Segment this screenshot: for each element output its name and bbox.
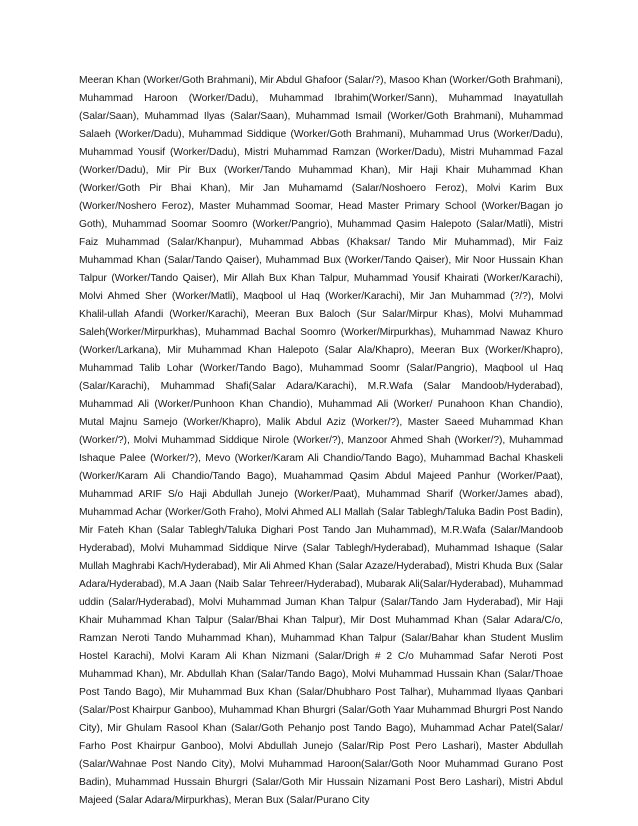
body-paragraph: Meeran Khan (Worker/Goth Brahmani), Mir Abdul Ghafoor (Salar/?), Masoo Khan (Worker/Goth Brahmani), Muhammad Haroon (Worker/Dadu), Muhammad Ibrahim(Worker/Sann), Muhammad Inayatullah (Salar/Saan), Muhammad Ilyas (Salar/Saan), Muhammad Ismail (Worker/Goth Brahmani), Muhammad Salaeh (Worker/Dadu), Muhammad Siddique (Worker/Goth Brahmani), Muhammad Urus (Worker/Dadu), Muhammad Yousif (Worker/Dadu), Mistri Muhammad Ramzan (Worker/Dadu), Mistri Muhammad Fazal (Worker/Dadu), Mir Pir Bux (Worker/Tando Muhammad Khan), Mir Haji Khair Muhammad Khan (Worker/Goth Pir Bhai Khan), Mir Jan Muhamamd (Salar/Noshoero Feroz), Molvi Karim Bux (Worker/Noshero Feroz), Master Muhammad Soomar, Head Master Primary School (Worker/Bagan jo Goth), Muhammad Soomar Soomro (Worker/Pangrio), Muhammad Qasim Halepoto (Salar/Matli), Mistri Faiz Muhammad (Salar/Khanpur), Muhammad Abbas (Khaksar/ Tando Mir Muhammad), Mir Faiz Muhammad Khan (Salar/Tando Qaiser), Muhammad Bux (Worker/Tando Qaiser), Mir Noor Hussain Khan Talpur (Worker/Tando Qaiser), Mir Allah Bux Khan Talpur, Muhammad Yousif Khairati (Worker/Karachi), Molvi Ahmed Sher (Worker/Matli), Maqbool ul Haq (Worker/Karachi), Mir Jan Muhammad (?/?), Molvi Khalil-ullah Afandi (Worker/Karachi), Meeran Bux Baloch (Sur Salar/Mirpur Khas), Molvi Muhammad Saleh(Worker/Mirpurkhas), Muhammad Bachal Soomro (Worker/Mirpurkhas), Muhammad Nawaz Khuro (Worker/Larkana), Mir Muhammad Khan Halepoto (Salar Ala/Khapro), Meeran Bux (Worker/Khapro), Muhammad Talib Lohar (Worker/Tando Bago), Muhammad Soomr (Salar/Pangrio), Maqbool ul Haq (Salar/Karachi), Muhammad Shafi(Salar Adara/Karachi), M.R.Wafa (Salar Mandoob/Hyderabad), Muhammad Ali (Worker/Punhoon Khan Chandio), Muhammad Ali (Worker/ Punahoon Khan Chandio), Mutal Majnu Samejo (Worker/Khapro), Malik Abdul Aziz (Worker/?), Master Saeed Muhammad Khan (Worker/?), Molvi Muhammad Siddique Nirole (Worker/?), Manzoor Ahmed Shah (Worker/?), Muhammad Ishaque Palee (Worker/?), Mevo (Worker/Karam Ali Chandio/Tando Bago), Muhammad Bachal Khaskeli (Worker/Karam Ali Chandio/Tando Bago), Muahammad Qasim Abdul Majeed Panhur (Worker/Paat), Muhammad ARIF S/o Haji Abdullah Junejo (Worker/Paat), Muhammad Sharif (Worker/James abad), Muhammad Achar (Worker/Goth Fraho), Molvi Ahmed ALI Mallah (Salar Tablegh/Taluka Badin Post Badin), Mir Fateh Khan (Salar Tablegh/Taluka Dighari Post Tando Jan Muhammad), M.R.Wafa (Salar/Mandoob Hyderabad), Molvi Muhammad Siddique Nirve (Salar Tablegh/Hyderabad), Muhammad Ishaque (Salar Mullah Maghrabi Kach/Hyderabad), Mir Ali Ahmed Khan (Salar Azaze/Hyderabad), Mistri Khuda Bux (Salar Adara/Hyderabad), M.A Jaan (Naib Salar Tehreer/Hyderabad), Mubarak Ali(Salar/Hyderabad), Muhammad uddin (Salar/Hyderabad), Molvi Muhammad Juman Khan Talpur (Salar/Tando Jam Hyderabad), Mir Haji Khair Muhammad Khan Talpur (Salar/Bhai Khan Talpur), Mir Dost Muhammad Khan (Salar Adara/C/o, Ramzan Neroti Tando Muhammad Khan), Muhammad Khan Talpur (Salar/Bahar khan Student Muslim Hostel Karachi), Molvi Karam Ali Khan Nizmani (Salar/Drigh # 2 C/o Muhammad Safar Neroti Post Muhammad Khan), Mr. Abdullah Khan (Salar/Tando Bago), Molvi Muhammad Hussain Khan (Salar/Thoae Post Tando Bago), Mir Muhammad Bux Khan (Salar/Dhubharo Post Talhar), Muhammad Ilyaas Qanbari (Salar/Post Khairpur Ganboo), Muhammad Khan Bhurgri (Salar/Goth Yaar Muhammad Bhurgri Post Nando City), Mir Ghulam Rasool Khan (Salar/Goth Pehanjo post Tando Bago), Muhammad Achar Patel(Salar/ Farho Post Khairpur Ganboo), Molvi Abdullah Junejo (Salar/Rip Post Pero Lashari), Master Abdullah (Salar/Wahnae Post Nando City), Molvi Muhammad Haroon(Salar/Goth Noor Muhammad Gurano Post Badin), Muhammad Hussain Bhurgri (Salar/Goth Mir Hussain Nizamani Post Bero Lashari), Mistri Abdul Majeed (Salar Adara/Mirpurkhas), Meran Bux (Salar/Purano City xyxy=(79,75,563,806)
